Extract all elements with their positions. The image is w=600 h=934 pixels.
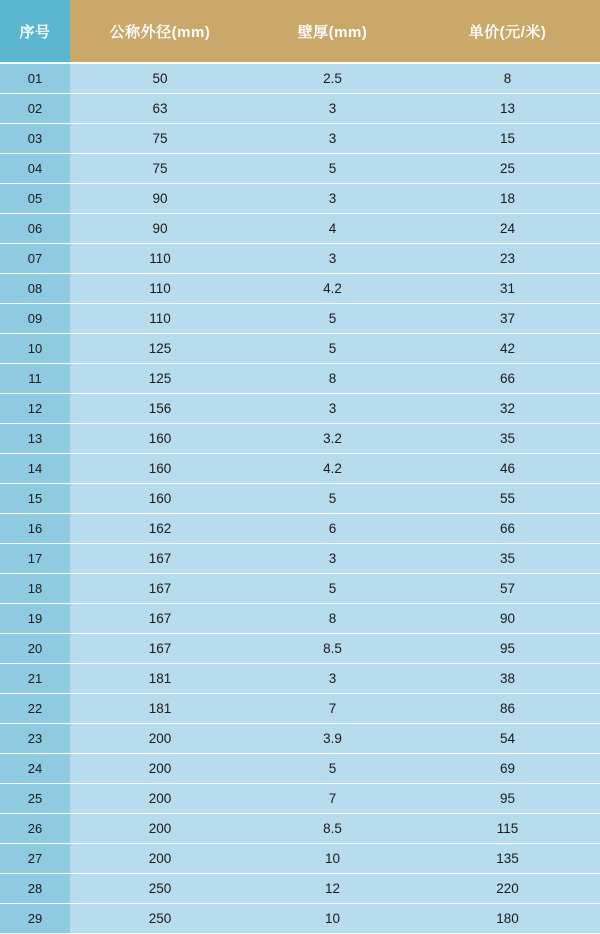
- table-row: [0, 184, 600, 214]
- cell-outer-diameter: 90: [70, 184, 250, 214]
- column-header-index: 序号: [0, 0, 70, 63]
- table-row: [0, 634, 600, 664]
- cell-wall-thickness: 3.9: [250, 724, 415, 754]
- table-row: [0, 874, 600, 904]
- cell-wall-thickness: 8: [250, 604, 415, 634]
- column-header-wall-thickness: 壁厚(mm): [250, 0, 415, 63]
- table-row: [0, 784, 600, 814]
- table-row: [0, 754, 600, 784]
- cell-unit-price: 66: [415, 514, 600, 544]
- cell-wall-thickness: 3.2: [250, 424, 415, 454]
- cell-unit-price: 46: [415, 454, 600, 484]
- cell-wall-thickness: 3: [250, 664, 415, 694]
- cell-outer-diameter: 167: [70, 574, 250, 604]
- table-row: [0, 454, 600, 484]
- cell-outer-diameter: 160: [70, 424, 250, 454]
- cell-outer-diameter: 167: [70, 634, 250, 664]
- cell-unit-price: 31: [415, 274, 600, 304]
- table-row: [0, 214, 600, 244]
- cell-unit-price: 180: [415, 904, 600, 934]
- cell-unit-price: 13: [415, 94, 600, 124]
- cell-index: 27: [0, 844, 70, 874]
- table-row: [0, 664, 600, 694]
- column-header-outer-diameter: 公称外径(mm): [70, 0, 250, 63]
- cell-unit-price: 95: [415, 634, 600, 664]
- table-row: [0, 334, 600, 364]
- cell-outer-diameter: 125: [70, 364, 250, 394]
- table-header: [0, 0, 600, 63]
- cell-outer-diameter: 181: [70, 664, 250, 694]
- cell-index: 25: [0, 784, 70, 814]
- cell-wall-thickness: 3: [250, 94, 415, 124]
- cell-outer-diameter: 250: [70, 904, 250, 934]
- cell-wall-thickness: 4.2: [250, 454, 415, 484]
- cell-outer-diameter: 75: [70, 124, 250, 154]
- table-row: [0, 514, 600, 544]
- table-row: [0, 94, 600, 124]
- cell-index: 03: [0, 124, 70, 154]
- cell-index: 22: [0, 694, 70, 724]
- cell-unit-price: 66: [415, 364, 600, 394]
- cell-index: 12: [0, 394, 70, 424]
- cell-index: 20: [0, 634, 70, 664]
- cell-unit-price: 23: [415, 244, 600, 274]
- cell-outer-diameter: 181: [70, 694, 250, 724]
- table-row: [0, 244, 600, 274]
- cell-unit-price: 35: [415, 424, 600, 454]
- cell-outer-diameter: 200: [70, 844, 250, 874]
- cell-unit-price: 90: [415, 604, 600, 634]
- cell-wall-thickness: 3: [250, 244, 415, 274]
- cell-wall-thickness: 10: [250, 844, 415, 874]
- cell-outer-diameter: 125: [70, 334, 250, 364]
- cell-wall-thickness: 3: [250, 184, 415, 214]
- cell-outer-diameter: 200: [70, 754, 250, 784]
- table-row: [0, 484, 600, 514]
- cell-outer-diameter: 167: [70, 544, 250, 574]
- cell-unit-price: 86: [415, 694, 600, 724]
- cell-unit-price: 220: [415, 874, 600, 904]
- cell-outer-diameter: 50: [70, 63, 250, 94]
- cell-index: 14: [0, 454, 70, 484]
- cell-wall-thickness: 8.5: [250, 634, 415, 664]
- cell-index: 09: [0, 304, 70, 334]
- cell-unit-price: 42: [415, 334, 600, 364]
- cell-wall-thickness: 4.2: [250, 274, 415, 304]
- cell-outer-diameter: 110: [70, 304, 250, 334]
- cell-unit-price: 24: [415, 214, 600, 244]
- cell-outer-diameter: 200: [70, 814, 250, 844]
- cell-index: 23: [0, 724, 70, 754]
- cell-index: 05: [0, 184, 70, 214]
- cell-wall-thickness: 5: [250, 154, 415, 184]
- cell-index: 02: [0, 94, 70, 124]
- cell-outer-diameter: 160: [70, 484, 250, 514]
- cell-index: 26: [0, 814, 70, 844]
- cell-unit-price: 135: [415, 844, 600, 874]
- cell-index: 01: [0, 63, 70, 94]
- cell-index: 04: [0, 154, 70, 184]
- cell-index: 19: [0, 604, 70, 634]
- cell-wall-thickness: 3: [250, 124, 415, 154]
- cell-wall-thickness: 8: [250, 364, 415, 394]
- cell-outer-diameter: 110: [70, 244, 250, 274]
- cell-index: 15: [0, 484, 70, 514]
- cell-index: 17: [0, 544, 70, 574]
- table-row: [0, 904, 600, 934]
- cell-unit-price: 15: [415, 124, 600, 154]
- cell-outer-diameter: 75: [70, 154, 250, 184]
- cell-index: 06: [0, 214, 70, 244]
- cell-unit-price: 69: [415, 754, 600, 784]
- cell-wall-thickness: 5: [250, 574, 415, 604]
- cell-unit-price: 95: [415, 784, 600, 814]
- table-row: [0, 604, 600, 634]
- table-body: [0, 63, 600, 934]
- cell-unit-price: 35: [415, 544, 600, 574]
- cell-outer-diameter: 160: [70, 454, 250, 484]
- cell-outer-diameter: 156: [70, 394, 250, 424]
- cell-wall-thickness: 8.5: [250, 814, 415, 844]
- cell-index: 29: [0, 904, 70, 934]
- cell-wall-thickness: 5: [250, 304, 415, 334]
- cell-outer-diameter: 90: [70, 214, 250, 244]
- cell-wall-thickness: 5: [250, 754, 415, 784]
- table-row: [0, 364, 600, 394]
- cell-index: 10: [0, 334, 70, 364]
- cell-wall-thickness: 3: [250, 394, 415, 424]
- cell-wall-thickness: 3: [250, 544, 415, 574]
- cell-unit-price: 32: [415, 394, 600, 424]
- cell-index: 16: [0, 514, 70, 544]
- header-row: [0, 0, 600, 63]
- table-row: [0, 544, 600, 574]
- cell-index: 18: [0, 574, 70, 604]
- cell-index: 08: [0, 274, 70, 304]
- table-row: [0, 424, 600, 454]
- cell-wall-thickness: 4: [250, 214, 415, 244]
- cell-index: 13: [0, 424, 70, 454]
- table-row: [0, 124, 600, 154]
- cell-unit-price: 38: [415, 664, 600, 694]
- table-row: [0, 724, 600, 754]
- cell-outer-diameter: 167: [70, 604, 250, 634]
- cell-wall-thickness: 12: [250, 874, 415, 904]
- cell-wall-thickness: 7: [250, 784, 415, 814]
- table-row: [0, 304, 600, 334]
- cell-outer-diameter: 162: [70, 514, 250, 544]
- cell-unit-price: 37: [415, 304, 600, 334]
- cell-unit-price: 57: [415, 574, 600, 604]
- cell-index: 24: [0, 754, 70, 784]
- cell-unit-price: 115: [415, 814, 600, 844]
- table-row: [0, 574, 600, 604]
- table-row: [0, 274, 600, 304]
- cell-unit-price: 8: [415, 63, 600, 94]
- cell-outer-diameter: 110: [70, 274, 250, 304]
- cell-index: 21: [0, 664, 70, 694]
- table-row: [0, 394, 600, 424]
- cell-wall-thickness: 7: [250, 694, 415, 724]
- column-header-unit-price: 单价(元/米): [415, 0, 600, 63]
- cell-wall-thickness: 2.5: [250, 63, 415, 94]
- table-row: [0, 844, 600, 874]
- table-row: [0, 694, 600, 724]
- cell-outer-diameter: 63: [70, 94, 250, 124]
- cell-index: 07: [0, 244, 70, 274]
- table-row: [0, 154, 600, 184]
- cell-wall-thickness: 6: [250, 514, 415, 544]
- table-row: [0, 63, 600, 94]
- cell-unit-price: 18: [415, 184, 600, 214]
- table-row: [0, 814, 600, 844]
- cell-wall-thickness: 5: [250, 334, 415, 364]
- cell-unit-price: 54: [415, 724, 600, 754]
- cell-outer-diameter: 250: [70, 874, 250, 904]
- cell-index: 11: [0, 364, 70, 394]
- cell-outer-diameter: 200: [70, 784, 250, 814]
- cell-outer-diameter: 200: [70, 724, 250, 754]
- cell-index: 28: [0, 874, 70, 904]
- cell-wall-thickness: 5: [250, 484, 415, 514]
- cell-wall-thickness: 10: [250, 904, 415, 934]
- cell-unit-price: 25: [415, 154, 600, 184]
- cell-unit-price: 55: [415, 484, 600, 514]
